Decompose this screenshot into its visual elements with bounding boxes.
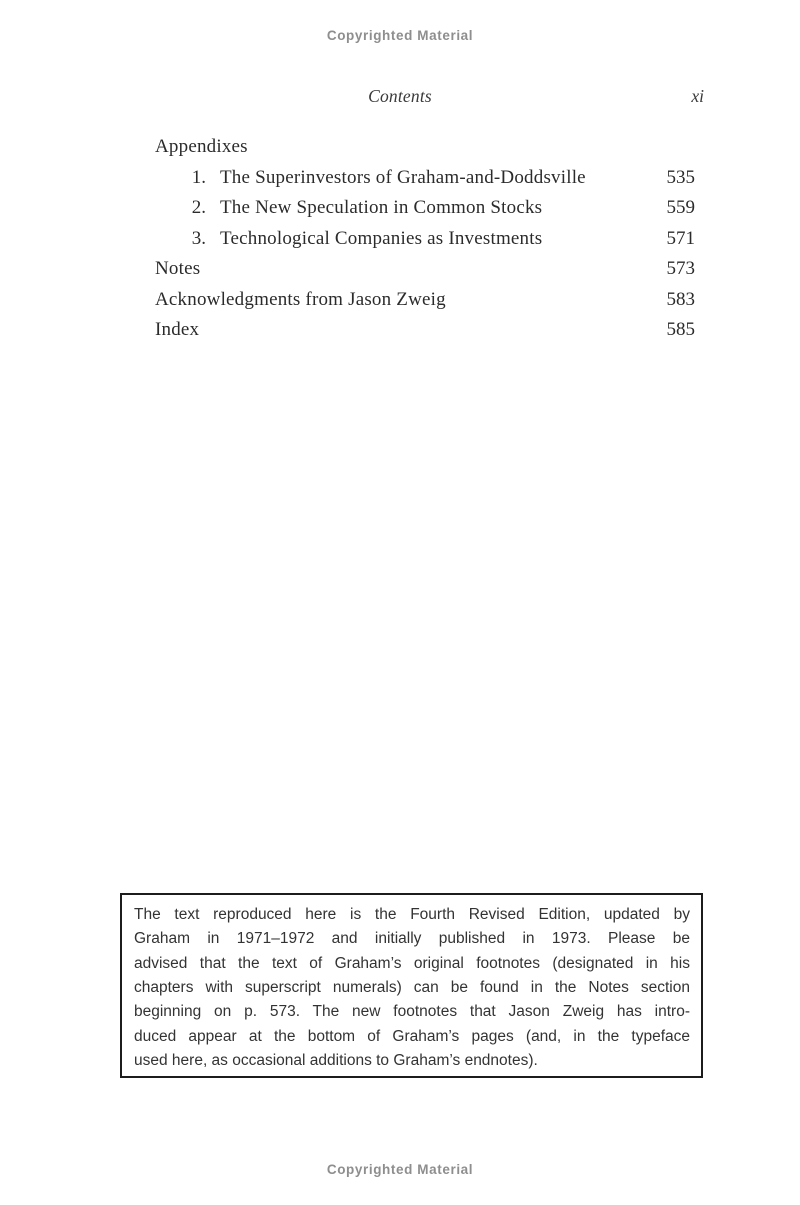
- folio-page-number: xi: [691, 86, 704, 106]
- chapter-running-title: Contents: [368, 86, 432, 106]
- toc-entry-title: Technological Companies as Investments: [220, 227, 543, 249]
- toc-section-title: Appendixes: [155, 136, 248, 157]
- table-of-contents: [155, 132, 695, 346]
- running-head: [0, 86, 800, 110]
- toc-section-row: [155, 132, 695, 163]
- note-line: used here, as occasional additions to Graham’s endnotes).: [134, 1052, 538, 1070]
- copyright-notice-bottom: Copyrighted Material: [326, 1162, 474, 1177]
- toc-item-page: 573: [666, 258, 695, 279]
- toc-entry-number: 1.: [191, 166, 206, 188]
- note-line: chapters with superscript numerals) can be found in the Notes section: [134, 979, 690, 997]
- publisher-note-box: [120, 893, 703, 1078]
- note-line: advised that the text of Graham’s original footnotes (designated in his: [134, 954, 690, 972]
- toc-item-page: 585: [666, 319, 695, 340]
- toc-item-title: Acknowledgments from Jason Zweig: [155, 288, 446, 310]
- note-line: beginning on p. 573. The new footnotes that Jason Zweig has intro-: [134, 1003, 690, 1021]
- toc-entry-title: The Superinvestors of Graham-and-Doddsville: [220, 166, 586, 188]
- note-line: duced appear at the bottom of Graham’s pages (and, in the typeface: [134, 1027, 690, 1045]
- toc-entry-number: 3.: [191, 227, 206, 249]
- copyright-notice-top: Copyrighted Material: [326, 28, 474, 43]
- toc-entry-page: 559: [666, 197, 695, 218]
- toc-item-title: Index: [155, 319, 200, 340]
- note-line: The text reproduced here is the Fourth Revised Edition, updated by: [134, 906, 690, 923]
- toc-item-row: [155, 285, 695, 316]
- toc-entry-number: 2.: [191, 197, 206, 218]
- note-line: Graham in 1971–1972 and initially published in 1973. Please be: [134, 930, 690, 948]
- toc-entry-page: 535: [666, 166, 695, 188]
- toc-item-page: 583: [666, 288, 695, 310]
- toc-appendix-row: [155, 193, 695, 224]
- toc-entry-page: 571: [666, 227, 695, 249]
- toc-item-row: [155, 315, 695, 346]
- toc-entry-title: The New Speculation in Common Stocks: [220, 197, 543, 218]
- toc-item-row: [155, 254, 695, 285]
- toc-appendix-row: [155, 163, 695, 194]
- toc-appendix-row: [155, 224, 695, 255]
- toc-item-title: Notes: [155, 258, 201, 279]
